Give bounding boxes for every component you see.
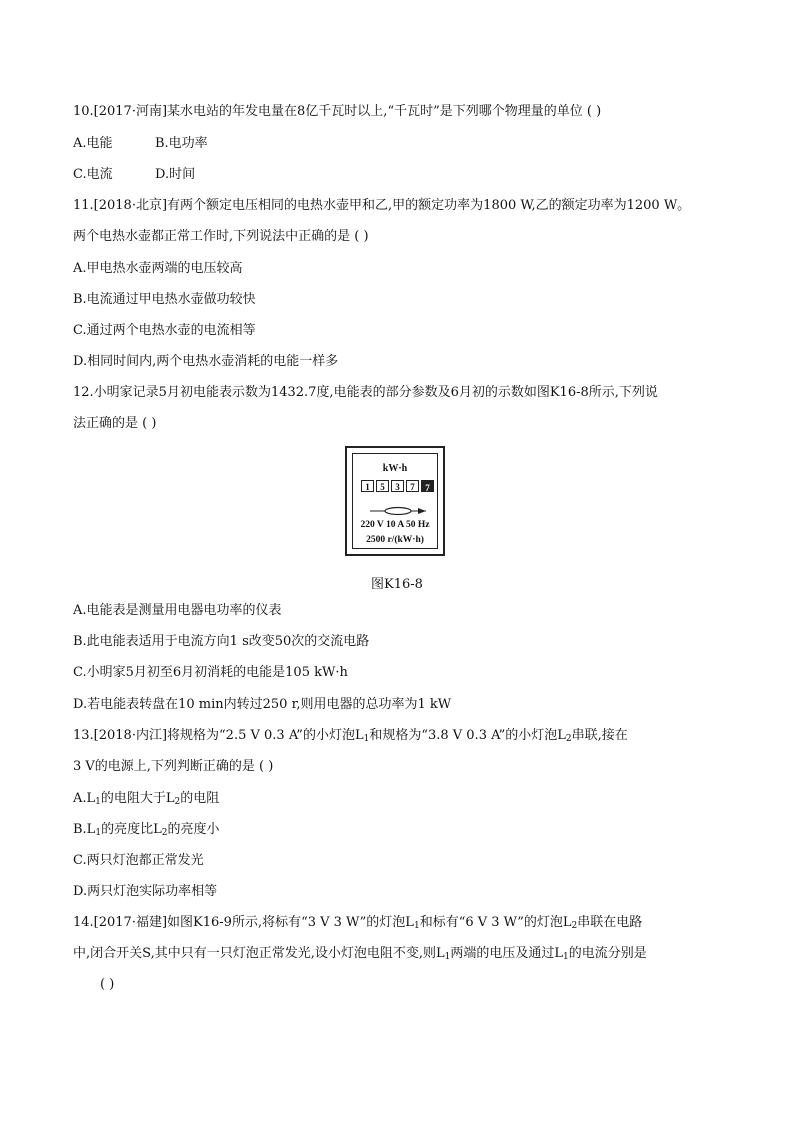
- meter-digit-display: [361, 480, 436, 492]
- q14-stem-line1: 14.[2017·福建]如图K16-9所示,将标有“3 V 3 W”的灯泡$L_1$和标有“6 V 3 W”的灯泡$L_2$串联在电路: [73, 915, 643, 931]
- meter-unit-label: kW·h: [382, 463, 408, 474]
- q13-option-c: C.两只灯泡都正常发光: [73, 853, 204, 868]
- q10-option-c: C.电流: [73, 167, 113, 182]
- meter-digit: 7: [406, 480, 419, 492]
- q10-option-b: B.电功率: [155, 136, 208, 151]
- q11-stem-line1: 11.[2018·北京]有两个额定电压相同的电热水壶甲和乙,甲的额定功率为1800 W,乙的额定功率为1200 W。: [73, 198, 691, 213]
- q11-stem-line2: 两个电热水壶都正常工作时,下列说法中正确的是 ( ): [73, 229, 369, 244]
- q14-stem-line2: 中,闭合开关S,其中只有一只灯泡正常发光,设小灯泡电阻不变,则$L_1$两端的电压及通过$L_1$的电流分别是: [73, 946, 647, 962]
- q11-option-d: D.相同时间内,两个电热水壶消耗的电能一样多: [73, 354, 339, 369]
- q13-option-d: D.两只灯泡实际功率相等: [73, 884, 218, 899]
- q11-option-b: B.电流通过甲电热水壶做功较快: [73, 292, 256, 307]
- meter-digit: 3: [391, 480, 404, 492]
- meter-digit: 5: [376, 480, 389, 492]
- q13-option-a: $A.L_1$的电阻大于$L_2$的电阻: [73, 791, 220, 807]
- q13-stem-line1: 13.[2018·内江]将规格为“2.5 V 0.3 A”的小灯泡$L_1$和规格为“3.8 V 0.3 A”的小灯泡$L_2$串联,接在: [73, 728, 628, 744]
- q12-option-d: D.若电能表转盘在10 min内转过250 r,则用电器的总功率为1 kW: [73, 697, 452, 712]
- q11-option-c: C.通过两个电热水壶的电流相等: [73, 323, 256, 338]
- q13-stem-line2: 3 V的电源上,下列判断正确的是 ( ): [73, 759, 274, 774]
- meter-digit-decimal: 7: [421, 480, 434, 492]
- electric-meter-figure: [345, 446, 445, 556]
- figure-caption: 图K16-8: [371, 577, 423, 592]
- q12-option-c: C.小明家5月初至6月初消耗的电能是105 kW·h: [73, 665, 348, 680]
- q10-option-d: D.时间: [155, 167, 196, 182]
- q12-stem-line2: 法正确的是 ( ): [73, 416, 157, 431]
- q12-stem-line1: 12.小明家记录5月初电能表示数为1432.7度,电能表的部分参数及6月初的示数如图K16-8所示,下列说: [73, 385, 658, 400]
- meter-spec-constant: 2500 r/(kW·h): [366, 535, 424, 545]
- q14-answer-blank: ( ): [100, 977, 115, 992]
- meter-digit: 1: [361, 480, 374, 492]
- meter-disc-icon: [368, 504, 428, 518]
- q12-option-b: B.此电能表适用于电流方向1 s改变50次的交流电路: [73, 634, 370, 649]
- meter-panel: [352, 453, 438, 549]
- q13-option-b: $B.L_1$的亮度比$L_2$的亮度小: [73, 822, 220, 838]
- meter-spec-ratings: 220 V 10 A 50 Hz: [360, 520, 430, 530]
- q10-option-a: A.电能: [73, 136, 113, 151]
- q11-option-a: A.甲电热水壶两端的电压较高: [73, 261, 243, 276]
- q10-stem: 10.[2017·河南]某水电站的年发电量在8亿千瓦时以上,“千瓦时”是下列哪个物理量的单位 ( ): [73, 104, 602, 119]
- q12-option-a: A.电能表是测量用电器电功率的仪表: [73, 603, 282, 618]
